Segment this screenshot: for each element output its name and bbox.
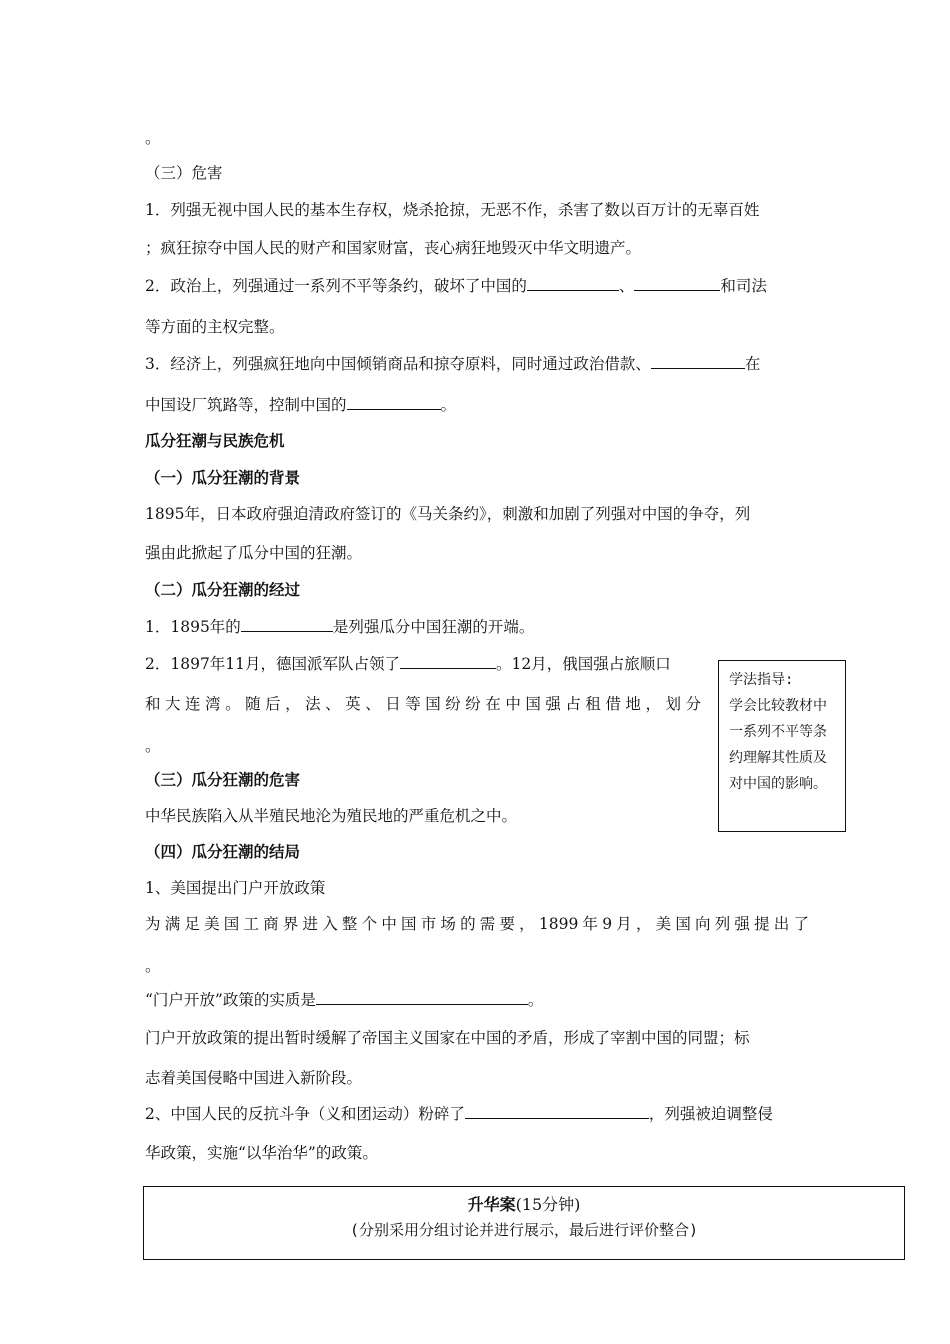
fill-blank[interactable] bbox=[465, 1104, 649, 1119]
summary-time: (15分钟) bbox=[515, 1195, 581, 1214]
text-line: 为满足美国工商界进入整个中国市场的需要，1899年9月，美国向列强提出了 bbox=[145, 915, 809, 933]
text-segment: 。12月，俄国强占旅顺口 bbox=[496, 655, 671, 673]
text-line: 志着美国侵略中国进入新阶段。 bbox=[145, 1069, 363, 1087]
subheading-background: （一）瓜分狂潮的背景 bbox=[145, 469, 301, 487]
text-segment: 在 bbox=[744, 355, 761, 373]
fill-blank[interactable] bbox=[651, 354, 745, 369]
text-segment: 、 bbox=[618, 277, 635, 295]
text-line bbox=[145, 354, 760, 374]
summary-title: 升华案 bbox=[467, 1195, 516, 1214]
text-segment: “门户开放”政策的实质是 bbox=[145, 991, 316, 1009]
fill-blank[interactable] bbox=[634, 276, 720, 291]
text-segment: 。 bbox=[440, 396, 457, 414]
text-line: 和大连湾。随后，法、英、日等国纷纷在中国强占租借地，划分 bbox=[145, 695, 701, 713]
text-line: 1．列强无视中国人民的基本生存权，烧杀抢掠，无恶不作，杀害了数以百万计的无辜百姓 bbox=[145, 201, 760, 219]
text-segment: 中国设厂筑路等，控制中国的 bbox=[145, 396, 347, 414]
text-segment: 2．1897年11月，德国派军队占领了 bbox=[145, 655, 401, 673]
text-segment: 。 bbox=[527, 991, 544, 1009]
section-heading: 瓜分狂潮与民族危机 bbox=[145, 432, 285, 450]
text-segment: 和司法 bbox=[720, 277, 767, 295]
fill-blank[interactable] bbox=[400, 654, 496, 669]
text-line: 。 bbox=[145, 737, 161, 755]
text-line bbox=[145, 617, 534, 637]
text-line: 中华民族陷入从半殖民地沦为殖民地的严重危机之中。 bbox=[145, 807, 518, 825]
text-line bbox=[145, 654, 671, 674]
text-segment: 2、中国人民的反抗斗争（义和团运动）粉碎了 bbox=[145, 1105, 465, 1123]
text-line bbox=[145, 276, 767, 296]
text-segment: 是列强瓜分中国狂潮的开端。 bbox=[332, 618, 535, 636]
text-line: 华政策，实施“以华治华”的政策。 bbox=[145, 1144, 378, 1162]
summary-title-line bbox=[144, 1193, 904, 1217]
study-tip-body: 学会比较教材中一系列不平等条约理解其性质及对中国的影响。 bbox=[729, 698, 827, 792]
study-tip-title: 学法指导: bbox=[729, 672, 794, 688]
study-tip-box bbox=[718, 660, 846, 832]
text-segment: 3．经济上，列强疯狂地向中国倾销商品和掠夺原料，同时通过政治借款、 bbox=[145, 355, 651, 373]
summary-note: (分别采用分组讨论并进行展示，最后进行评价整合) bbox=[349, 1221, 699, 1239]
text-line bbox=[145, 395, 456, 415]
subheading-harm: （三）危害 bbox=[145, 164, 223, 182]
subheading-danger: （三）瓜分狂潮的危害 bbox=[145, 771, 301, 789]
fill-blank[interactable] bbox=[316, 990, 528, 1005]
fill-blank[interactable] bbox=[347, 395, 441, 410]
text-line: 等方面的主权完整。 bbox=[145, 318, 285, 336]
text-segment: ，列强被迫调整侵 bbox=[648, 1105, 773, 1123]
text-line bbox=[145, 1104, 773, 1124]
text-line bbox=[145, 990, 543, 1010]
text-line: 门户开放政策的提出暂时缓解了帝国主义国家在中国的矛盾，形成了宰割中国的同盟；标 bbox=[145, 1029, 750, 1047]
text-segment: 2．政治上，列强通过一系列不平等条约，破坏了中国的 bbox=[145, 277, 527, 295]
subheading-process: （二）瓜分狂潮的经过 bbox=[145, 581, 301, 599]
text-line: 强由此掀起了瓜分中国的狂潮。 bbox=[145, 544, 363, 562]
summary-box bbox=[143, 1186, 905, 1260]
text-line: ；疯狂掠夺中国人民的财产和国家财富，丧心病狂地毁灭中华文明遗产。 bbox=[145, 239, 642, 257]
fill-blank[interactable] bbox=[527, 276, 619, 291]
subheading-outcome: （四）瓜分狂潮的结局 bbox=[145, 843, 301, 861]
text-line: 。 bbox=[145, 957, 161, 975]
fill-blank[interactable] bbox=[241, 617, 333, 632]
text-line: 1895年，日本政府强迫清政府签订的《马关条约》，刺激和加剧了列强对中国的争夺，列 bbox=[145, 505, 751, 523]
text-line: 。 bbox=[145, 129, 161, 147]
text-line: 1、美国提出门户开放政策 bbox=[145, 879, 326, 897]
text-segment: 1．1895年的 bbox=[145, 618, 241, 636]
